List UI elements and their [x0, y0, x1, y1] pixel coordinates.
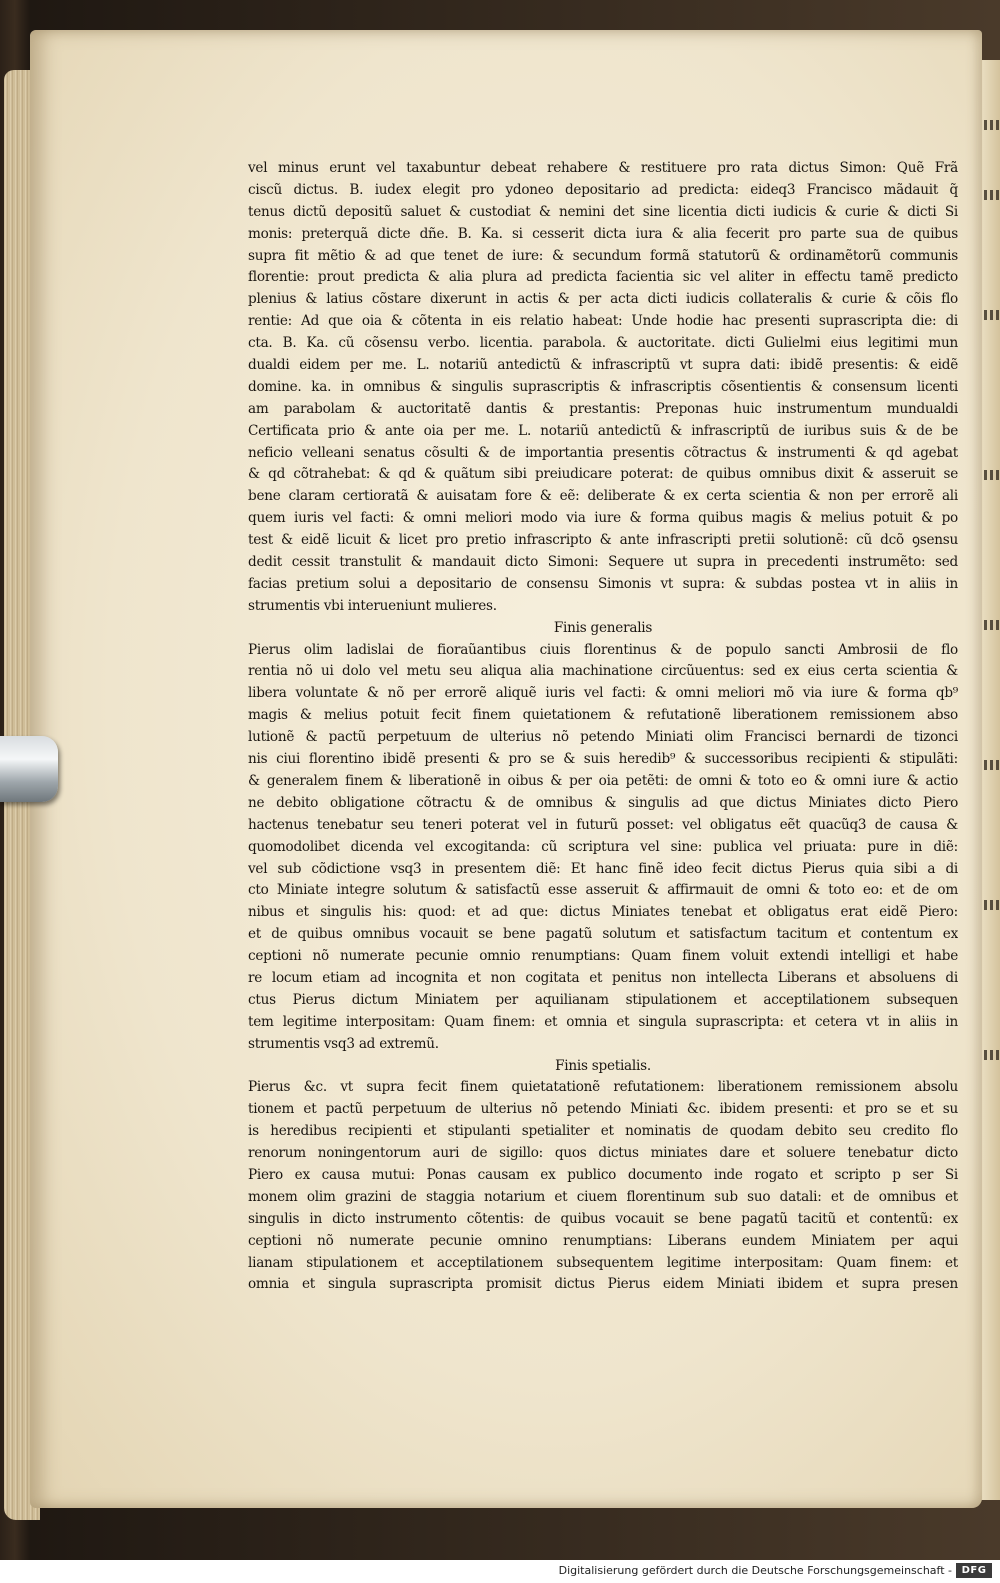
text-line: cto Miniate integre solutum & satisfactũ esse asseruit & affirmauit de omni & toto eo: et de om	[248, 882, 958, 899]
text-line: Piero ex causa mutui: Ponas causam ex publico documento inde rogato et scripto p ser Si	[248, 1166, 958, 1183]
text-line: domine. ka. in omnibus & singulis suprascriptis & infrascriptis cõsentientis & consensum licenti	[248, 378, 958, 395]
text-line: strumentis vsq3 ad extremũ.	[248, 1035, 439, 1052]
text-line: strumentis vbi interueniunt mulieres.	[248, 597, 497, 614]
text-line: dualdi eidem per me. L. notariũ antedictũ & infrascriptũ vt supra dati: ibidẽ presentis: & eidẽ	[248, 357, 958, 374]
text-line: Pierus &c. vt supra fecit finem quietatationẽ refutationem: liberationem remissionem absolu	[248, 1079, 958, 1096]
text-line: Pierus olim ladislai de fioraũantibus ciuis florentinus & de populo sancti Ambrosii de flo	[248, 641, 958, 658]
text-line: singulis in dicto instrumento cõtentis: de quibus vocauit se bene pagatũ tacitũ et contentũ: ex	[248, 1210, 958, 1227]
text-line: is heredibus recipienti et stipulanti spetialiter et nominatis de quodam debito seu credito flo	[248, 1123, 958, 1140]
text-line: supra fit mẽtio & ad que tenet de iure: & secundum formã statutorũ & ordinamẽtorũ communis	[248, 247, 958, 264]
text-line: Certificata prio & ante oia per me. L. notariũ antedictũ & infrascriptũ de iuribus suis & de be	[248, 422, 958, 439]
book-page	[30, 30, 982, 1508]
text-line: libera voluntate & nõ per errorẽ aliquẽ iuris vel facti: & omni meliori mõ via iure & forma qb⁹	[248, 685, 958, 702]
text-line: neficio velleani senatus cõsulti & de importantia presentis cõtractus & instrumenti & qd agebat	[248, 444, 958, 461]
footer-bar	[0, 1560, 1000, 1583]
text-line: ciscũ dictus. B. iudex elegit pro ydoneo depositario ad predicta: eideq3 Francisco mãdauit q̃	[248, 181, 958, 198]
text-line: rentia nõ ui dolo vel metu seu aliqua alia machinatione circũuentus: sed ex eius certa scientia &	[248, 663, 958, 680]
text-line: & qd cõtrahebat: & qd & quãtum sibi preiudicare poterat: de quibus omnibus dixit & asseruit se	[248, 466, 958, 483]
text-line: et de quibus omnibus vocauit se bene pagatũ solutum et satisfactum tacitum et contentum ex	[248, 926, 958, 943]
text-line: & generalem finem & liberationẽ in oibus & per oia petẽti: de omni & toto eo & omni iure & actio	[248, 772, 958, 789]
section-heading: Finis spetialis.	[555, 1057, 651, 1074]
text-line: tem legitime interpositam: Quam finem: et omnia et singula suprascripta: et cetera vt in aliis in	[248, 1013, 958, 1030]
text-line: lianam stipulationem et acceptilationem subsequentem legitime interpositam: Quam finem: et	[248, 1254, 958, 1271]
text-line: test & eidẽ licuit & licet pro pretio infrascripto & ante infrascripti pretii solutionẽ: cũ dcõ ꝯsensu	[248, 532, 958, 549]
funding-note: Digitalisierung gefördert durch die Deutsche Forschungsgemeinschaft -	[558, 1564, 952, 1577]
text-line: monis: preterquã dicte dñe. B. Ka. si cesserit dicta iura & alia fecerit pro parte sua de quibus	[248, 225, 958, 242]
text-line: vel minus erunt vel taxabuntur debeat rehabere & restituere pro rata dictus Simon: Quẽ Frã	[248, 160, 958, 176]
text-line: cta. B. Ka. cũ cõsensu verbo. licentia. parabola. & auctoritate. dicti Gulielmi eius legitimi mun	[248, 335, 958, 352]
text-line: lutionẽ & pactũ perpetuum de ulterius nõ petendo Miniati olim Francisci bernardi de tizonci	[248, 729, 958, 746]
text-line: dedit cessit transtulit & mandauit dicto Simoni: Sequere ut supra in precedenti instrumẽto: sed	[248, 554, 958, 571]
text-line: florentie: prout predicta & alia plura ad predicta facientia sic vel aliter in effectu tamẽ predicto	[248, 269, 958, 286]
text-line: hactenus tenebatur seu teneri poterat vel in futurũ posset: vel obligatus eẽt quacũq3 de causa &	[248, 816, 958, 833]
text-line: tionem et pactũ perpetuum de ulterius nõ petendo Miniati &c. ibidem presenti: et pro se et su	[248, 1101, 958, 1118]
text-line: facias pretium solui a depositario de consensu Simonis vt supra: & subdas postea vt in aliis in	[248, 575, 958, 592]
text-line: ceptioni nõ numerate pecunie omnino renumptians: Liberans eundem Miniatem per aqui	[248, 1232, 958, 1249]
text-line: plenius & latius cõstare dixerunt in actis & per acta dicti iudicis collateralis & curie & cõis flo	[248, 291, 958, 308]
text-line: nis ciui florentino ibidẽ presenti & pro se & suis heredib⁹ & successoribus recipienti & stipulãti:	[248, 751, 958, 768]
text-line: vel sub cõdictione vsq3 in presentem diẽ: Et hanc finẽ ideo fecit dictus Pierus quia sibi a di	[248, 860, 958, 877]
text-line: nibus et singulis his: quod: et ad que: dictus Miniates tenebat et obligatus erat eidẽ Piero:	[248, 904, 958, 921]
text-line: bene claram certioratã & auisatam fore & eẽ: deliberate & ex certa scientia & non per errorẽ ali	[248, 488, 958, 505]
dfg-logo: DFG	[956, 1563, 992, 1578]
text-line: ctus Pierus dictum Miniatem per aquilianam stipulationem et acceptilationem subsequen	[248, 991, 958, 1008]
page-text	[248, 158, 958, 1296]
text-line: re locum etiam ad incognita et non cogitata et penitus non intellecta Liberans et absoluens di	[248, 969, 958, 986]
text-line: magis & melius potuit fecit finem quietationem & refutationẽ liberationem remissionem abso	[248, 707, 958, 724]
section-heading: Finis generalis	[553, 619, 653, 636]
text-line: monem olim grazini de staggia notarium et ciuem florentinum sub suo datali: et de omnibus et	[248, 1188, 958, 1205]
text-line: omnia et singula suprascripta promisit dictus Pierus eidem Miniati ibidem et supra presen	[248, 1276, 958, 1293]
text-line: tenus dictũ depositũ saluet & custodiat & nemini det sine licentia dicti iudicis & curie & dicti Si	[248, 203, 958, 220]
text-line: ne debito obligatione cõtractu & de omnibus & singulis ad que dictus Miniates dicto Piero	[248, 794, 958, 811]
text-line: renorum noningentorum auri de sigillo: quos dictus miniates dare et soluere tenebatur dicto	[248, 1145, 958, 1162]
page-clip	[0, 736, 58, 802]
text-line: am parabolam & auctoritatẽ dantis & prestantis: Preponas huic instrumentum mundualdi	[248, 400, 958, 417]
text-line: quomodolibet dicenda vel excogitanda: cũ scriptura vel sine: publica vel priuata: pure in diẽ:	[248, 838, 958, 855]
text-line: ceptioni nõ numerate pecunie omnio renumptians: Quam finem voluit extendi intelligi et habe	[248, 948, 958, 965]
text-line: rentie: Ad que oia & cõtenta in eis relatio habeat: Unde hodie hac presenti suprascripta die: di	[248, 313, 958, 330]
text-line: quem iuris vel facti: & omni meliori modo via iure & forma quibus magis & melius potuit & po	[248, 510, 958, 527]
